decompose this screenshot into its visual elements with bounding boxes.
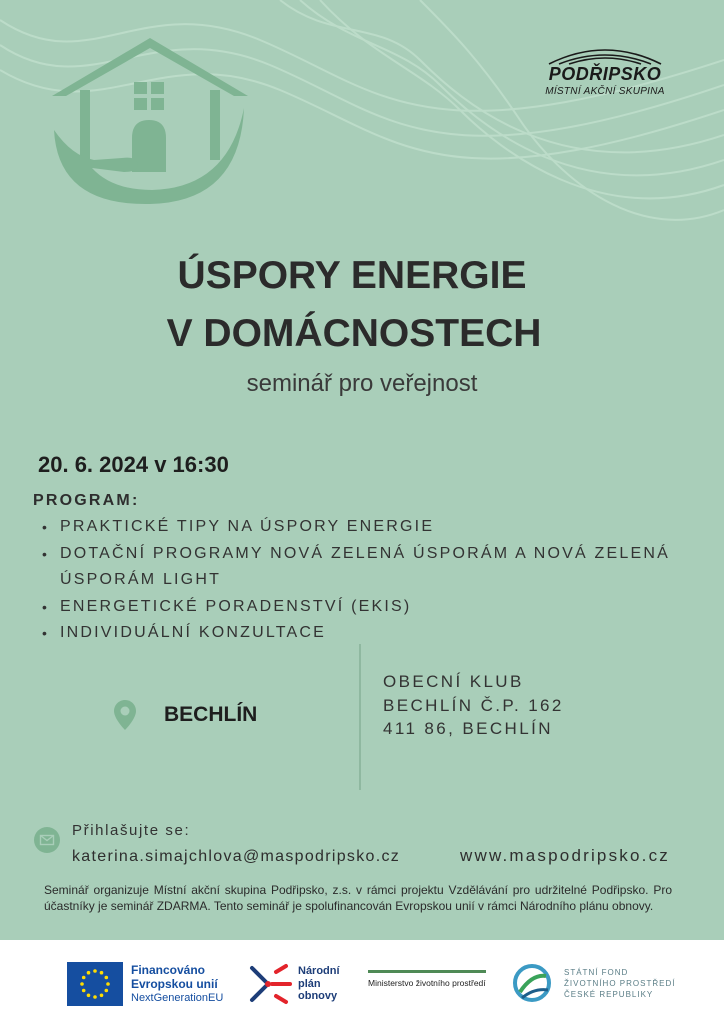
program-item: • ENERGETICKÉ PORADENSTVÍ (EKIS)	[40, 594, 680, 621]
program-item: • PRAKTICKÉ TIPY NA ÚSPORY ENERGIE	[40, 514, 680, 541]
brand-logo	[540, 44, 670, 97]
contact-email[interactable]: katerina.simajchlova@maspodripsko.cz	[72, 848, 401, 865]
location-address	[383, 670, 564, 741]
eu-line-3: NextGenerationEU	[131, 992, 224, 1004]
npo-logo	[246, 962, 340, 1006]
mail-icon	[34, 827, 60, 853]
eu-line-1: Financováno	[131, 963, 206, 977]
bullet-icon: •	[42, 519, 47, 535]
address-line: 411 86, BECHLÍN	[383, 719, 553, 738]
eu-line-2: Evropskou unií	[131, 977, 218, 991]
house-hand-icon	[52, 38, 248, 206]
mzp-logo	[368, 970, 486, 988]
mzp-text: Ministerstvo životního prostředí	[368, 978, 486, 988]
sfz-line-3: ČESKÉ REPUBLIKY	[564, 989, 654, 999]
brand-name: PODŘIPSKO	[548, 64, 662, 84]
program-list	[40, 514, 680, 647]
npo-line-1: Národní	[298, 965, 340, 978]
sfz-logo	[512, 962, 675, 1004]
location-pin-icon	[114, 700, 136, 730]
address-line: BECHLÍN Č.P. 162	[383, 695, 564, 715]
brand-arc-icon	[545, 44, 665, 66]
register-label: Přihlašujte se:	[72, 822, 191, 839]
npo-mark-icon	[246, 962, 294, 1006]
program-item: • DOTAČNÍ PROGRAMY NOVÁ ZELENÁ ÚSPORÁM A NOVÁ ZELENÁ ÚSPORÁM LIGHT	[40, 541, 680, 594]
address-line: OBECNÍ KLUB	[383, 672, 524, 691]
brand-subtitle: MÍSTNÍ AKČNÍ SKUPINA	[545, 86, 665, 97]
program-item: • INDIVIDUÁLNÍ KONZULTACE	[40, 620, 680, 647]
subtitle: seminář pro veřejnost	[246, 370, 478, 397]
npo-line-3: obnovy	[298, 990, 338, 1003]
mzp-bar	[368, 970, 486, 973]
sfz-line-1: STÁTNÍ FOND	[564, 967, 629, 977]
bullet-icon: •	[42, 545, 47, 562]
logo-bar	[0, 940, 724, 1024]
eu-logo	[67, 962, 223, 1006]
bullet-icon: •	[42, 598, 47, 615]
eu-flag-icon	[67, 962, 123, 1006]
divider	[359, 644, 361, 790]
npo-line-2: plán	[298, 977, 321, 990]
bullet-icon: •	[42, 625, 47, 641]
sfz-mark-icon	[512, 962, 552, 1004]
footnote: Seminář organizuje Místní akční skupina Podřipsko, z.s. v rámci projektu Vzdělávání pro udržitelné Podřipsko. Pro účastníky je seminář ZDARMA. Tento seminář je spolufinancován Evropskou unií v rámci Národního plánu obnovy.	[44, 883, 672, 913]
event-date: 20. 6. 2024 v 16:30	[38, 452, 229, 477]
title-line-2: V DOMÁCNOSTECH	[166, 312, 542, 355]
title-line-1: ÚSPORY ENERGIE	[177, 254, 527, 297]
location-city: BECHLÍN	[164, 703, 258, 726]
program-label: PROGRAM:	[33, 492, 140, 509]
sfz-line-2: ŽIVOTNÍHO PROSTŘEDÍ	[564, 978, 676, 988]
website-link[interactable]: www.maspodripsko.cz	[460, 846, 670, 865]
